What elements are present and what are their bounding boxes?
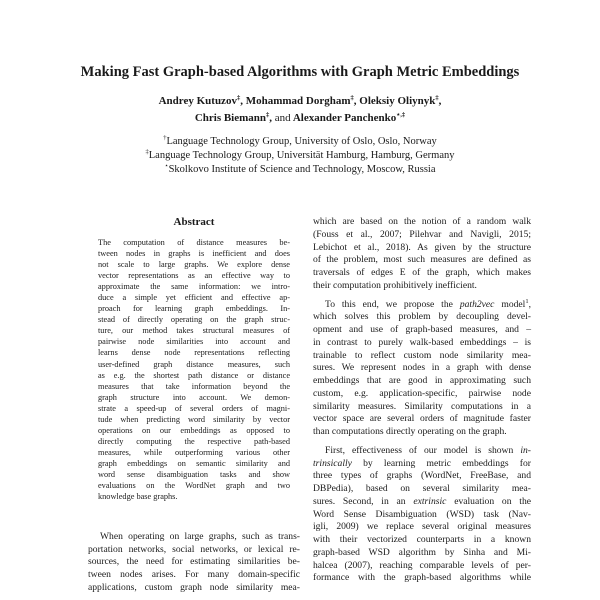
text-line: formance with the graph-based algorithms while bbox=[313, 572, 531, 584]
affiliation-mark: † bbox=[163, 134, 167, 142]
text-line: vector representations as an effective way to bbox=[98, 271, 290, 281]
author-mark: ‡ bbox=[435, 94, 439, 102]
text-line: applications, custom graph node similarity mea- bbox=[88, 581, 300, 593]
text-line: First, effectiveness of our model is shown in- bbox=[325, 444, 531, 456]
text-line: igli, 2009) we replace several original measures bbox=[313, 521, 531, 533]
text-line: strate a speed-up of several orders of magni- bbox=[98, 403, 290, 413]
affiliation-line bbox=[0, 163, 600, 177]
text-line: DBPedia), based on several similarity mea- bbox=[313, 483, 531, 494]
text-line: tude when predicting word similarity by vector bbox=[98, 414, 290, 424]
text-line: measures, while outperforming various other bbox=[98, 447, 290, 457]
author-name: Chris Biemann bbox=[194, 112, 267, 124]
text-line: vector space are several orders of magnitude faster bbox=[313, 413, 531, 425]
text-line: than computations directly operating on the graph. bbox=[313, 426, 507, 437]
abstract-body bbox=[98, 237, 290, 502]
text-line: To this end, we propose the path2vec model$^1$, bbox=[325, 297, 531, 310]
text-line: embeddings that are good in approximating such bbox=[313, 375, 531, 386]
affiliation-mark: ⋆ bbox=[164, 162, 169, 170]
text-line: operations on our embeddings as opposed to bbox=[98, 425, 290, 435]
text-line: sources, the need for estimating similarities be- bbox=[88, 556, 300, 568]
text-line: ture, our method takes structural measures of bbox=[98, 326, 290, 336]
affiliation-text: Skolkovo Institute of Science and Technology, Moscow, Russia bbox=[168, 164, 436, 175]
text-line: measures that take information beyond the bbox=[98, 381, 290, 391]
text-line: The computation of distance measures be- bbox=[98, 238, 290, 247]
text-line: in contrast to purely walk-based embeddings – is bbox=[313, 336, 531, 348]
author-mark: ‡ bbox=[350, 94, 354, 102]
text-line: custom, e.g. application-specific, pairwise node bbox=[313, 387, 531, 399]
text-line: user-defined graph distance measures, such bbox=[98, 359, 290, 369]
text-line: When operating on large graphs, such as trans- bbox=[100, 531, 300, 542]
text-line: Word Sense Disambiguation (WSD) task (Nav- bbox=[313, 508, 531, 520]
affiliation-line bbox=[0, 135, 600, 149]
text-line: as e.g. the shortest path distance or distance bbox=[98, 370, 290, 380]
text-line: tween nodes arises. For many domain-specific bbox=[88, 569, 300, 581]
text-line: which solves this problem by decoupling devel- bbox=[313, 311, 531, 323]
text-line: pairwise node similarities into account and bbox=[98, 337, 290, 347]
abstract-heading: Abstract bbox=[173, 216, 215, 228]
text-line: (Fouss et al., 2007; Pilehvar and Navigli, 2015; bbox=[313, 228, 531, 240]
text-line: stead of directly operating on the graph struc- bbox=[98, 315, 290, 325]
author-line-1: Andrey Kutuzov‡, Mohammad Dorgham‡, Oleksiy Oliynyk‡, bbox=[158, 94, 442, 107]
author-name: Mohammad Dorgham bbox=[245, 95, 351, 107]
text-line: graph-based WSD algorithm by Sinha and Mi- bbox=[313, 546, 531, 558]
text-line: halcea (2007), reaching comparable levels of per- bbox=[313, 559, 531, 571]
text-line: portation networks, social networks, or lexical re- bbox=[88, 543, 300, 555]
paper-title: Making Fast Graph-based Algorithms with Graph Metric Embeddings bbox=[80, 64, 520, 80]
affiliation-line bbox=[0, 149, 600, 163]
text-line: trinsically by learning metric embeddings for bbox=[313, 457, 531, 469]
footnote-mark: 1 bbox=[525, 297, 529, 305]
text-line: similarity measures. Similarity computations in a bbox=[313, 400, 531, 412]
text-line: sures. Second, in an extrinsic evaluation on the bbox=[313, 495, 531, 507]
model-name: path2vec bbox=[459, 298, 495, 310]
text-line: evaluations on the WordNet graph and two bbox=[98, 481, 290, 491]
author-list bbox=[0, 93, 600, 127]
affiliation-mark: ‡ bbox=[145, 148, 149, 156]
text-line: not scale to large graphs. We explore dense bbox=[98, 260, 290, 270]
text-line: traversals of edges E of the graph, which makes bbox=[313, 267, 531, 278]
text-line: Lebichot et al., 2018). As given by the structure bbox=[313, 241, 531, 253]
text-line: learns dense node representations reflecting bbox=[98, 348, 290, 358]
text-line: of the problem, most such measures are defined as bbox=[313, 254, 531, 266]
text-line: which are based on the notion of a random walk bbox=[313, 216, 531, 227]
intro-right-column bbox=[313, 216, 531, 585]
text-line: with their vectorized counterparts in a known bbox=[313, 534, 531, 545]
right-paragraph-1 bbox=[313, 216, 531, 293]
author-name: Alexander Panchenko bbox=[292, 112, 397, 124]
text-line: duce a simple yet efficient and effective ap- bbox=[98, 293, 290, 303]
text-line: three types of graphs (WordNet, FreeBase, and bbox=[313, 470, 531, 482]
author-mark: ‡ bbox=[236, 94, 241, 102]
affiliation-text: Language Technology Group, University of Oslo, Oslo, Norway bbox=[166, 136, 437, 147]
text-line: proach for learning graph embeddings. In- bbox=[98, 304, 290, 314]
text-line: word sense disambiguation tasks and show bbox=[98, 469, 290, 479]
author-line-2: Chris Biemann‡, and Alexander Panchenko⋆,‡ bbox=[194, 111, 406, 124]
text-line: approximate the same information: we intro- bbox=[98, 282, 290, 292]
author-mark: ⋆,‡ bbox=[396, 111, 406, 119]
author-name: Andrey Kutuzov bbox=[158, 95, 237, 107]
text-line: tween nodes in graphs is inefficient and does bbox=[98, 249, 290, 259]
and-word: and bbox=[274, 112, 291, 124]
right-paragraph-3 bbox=[313, 445, 531, 585]
text-line: knowledge base graphs. bbox=[98, 492, 178, 502]
right-paragraph-2 bbox=[313, 299, 531, 439]
intro-left-column bbox=[88, 531, 300, 595]
text-line: trainable to reflect custom node similarity mea- bbox=[313, 349, 531, 361]
text-line: sures. We represent nodes in a graph with dense bbox=[313, 362, 531, 374]
author-name: Oleksiy Oliynyk bbox=[359, 95, 436, 107]
affiliation-text: Language Technology Group, Universität Hamburg, Hamburg, Germany bbox=[148, 150, 455, 161]
text-line: directly computing the respective path-based bbox=[98, 436, 290, 446]
text-line: graph structure into account. We demon- bbox=[98, 392, 290, 402]
text-line: opment and use of graph-based measures, and – bbox=[313, 324, 531, 335]
text-line: graph embeddings on semantic similarity and bbox=[98, 458, 290, 468]
text-line: their computation prohibitively inefficient. bbox=[313, 279, 477, 291]
affiliations bbox=[0, 135, 600, 177]
author-mark: ‡ bbox=[266, 111, 270, 119]
